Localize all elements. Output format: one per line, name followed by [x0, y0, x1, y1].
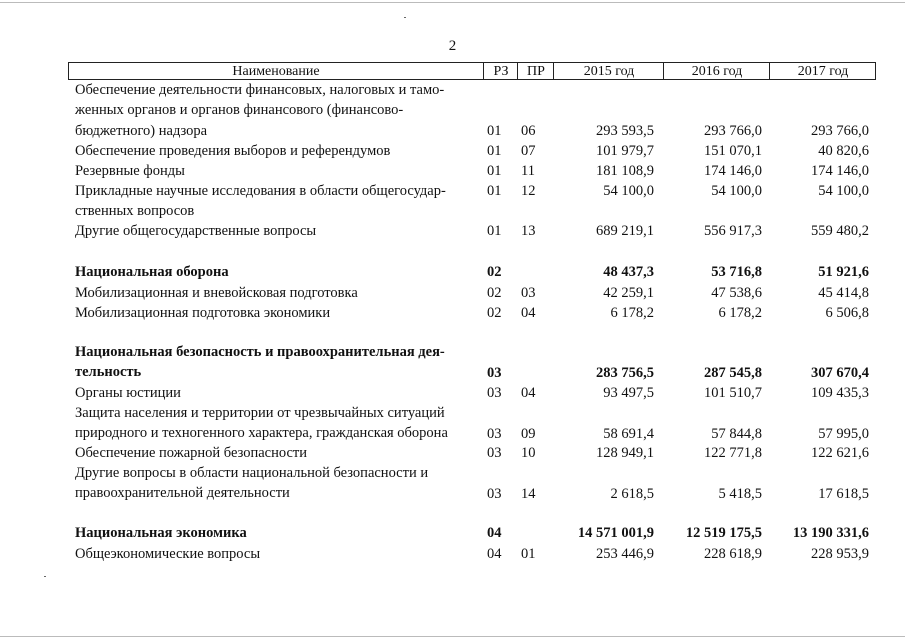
header-2016: 2016 год	[663, 63, 770, 79]
row-pr: 03	[521, 285, 536, 302]
row-pr: 12	[521, 183, 536, 199]
row-2015: 101 979,7	[596, 143, 654, 160]
row-2015: 689 219,1	[596, 223, 654, 240]
table-row	[0, 161, 905, 181]
header-2015: 2015 год	[553, 63, 664, 79]
row-2015: 42 259,1	[603, 285, 654, 302]
row-2015: 283 756,5	[596, 364, 654, 381]
table-row	[0, 80, 905, 141]
row-2015: 253 446,9	[596, 546, 654, 563]
table-row	[0, 262, 905, 282]
table-row	[0, 463, 905, 504]
table-row	[0, 443, 905, 463]
table-row	[0, 544, 905, 564]
row-2017: 45 414,8	[818, 285, 869, 302]
row-2015: 48 437,3	[603, 264, 654, 281]
row-rz: 01	[487, 223, 502, 240]
row-2016: 57 844,8	[711, 425, 762, 442]
row-2017: 122 621,6	[811, 445, 869, 462]
row-rz: 03	[487, 485, 502, 502]
row-rz: 01	[487, 163, 502, 180]
row-name: Национальная безопасность и правоохранительная дея- тельность	[75, 344, 445, 381]
header-2017: 2017 год	[769, 63, 876, 79]
row-pr: 09	[521, 425, 536, 442]
row-rz: 02	[487, 285, 502, 302]
page-number: 2	[448, 38, 457, 54]
row-name: Мобилизационная подготовка экономики	[75, 305, 331, 321]
row-2016: 151 070,1	[704, 143, 762, 160]
row-2016: 228 618,9	[704, 546, 762, 563]
row-2017: 17 618,5	[818, 485, 869, 502]
row-2015: 93 497,5	[603, 385, 654, 402]
row-2016: 174 146,0	[704, 163, 762, 180]
row-pr: 14	[521, 485, 536, 502]
table-row	[0, 283, 905, 303]
row-name: Мобилизационная и вневойсковая подготовка	[75, 285, 358, 301]
row-pr: 04	[521, 385, 536, 402]
row-name: Прикладные научные исследования в области общегосудар- ственных вопросов	[75, 183, 446, 220]
row-2016: 54 100,0	[711, 183, 762, 199]
row-2016: 53 716,8	[711, 264, 762, 281]
row-rz: 01	[487, 143, 502, 160]
row-2016: 6 178,2	[718, 305, 762, 322]
row-2017: 293 766,0	[811, 122, 869, 139]
row-name: Резервные фонды	[75, 163, 185, 179]
row-name: Национальная экономика	[75, 525, 247, 541]
row-2016: 122 771,8	[704, 445, 762, 462]
row-2015: 293 593,5	[596, 122, 654, 139]
row-2017: 51 921,6	[818, 264, 869, 281]
table-row	[0, 141, 905, 161]
row-2017: 13 190 331,6	[792, 525, 869, 542]
row-rz: 04	[487, 525, 502, 542]
row-name: Защита населения и территории от чрезвычайных ситуаций природного и техногенного характера, гражданская оборона	[75, 405, 448, 442]
row-2015: 6 178,2	[610, 305, 654, 322]
row-rz: 03	[487, 364, 502, 381]
row-2017: 54 100,0	[818, 183, 869, 199]
row-2017: 57 995,0	[818, 425, 869, 442]
table-row	[0, 383, 905, 403]
row-name: Органы юстиции	[75, 385, 181, 401]
table-row	[0, 221, 905, 241]
row-2016: 287 545,8	[704, 364, 762, 381]
row-pr: 06	[521, 122, 536, 139]
table-row	[0, 303, 905, 323]
row-2016: 12 519 175,5	[685, 525, 762, 542]
row-2015: 58 691,4	[603, 425, 654, 442]
row-2015: 128 949,1	[596, 445, 654, 462]
row-name: Другие общегосударственные вопросы	[75, 223, 317, 239]
row-rz: 03	[487, 425, 502, 442]
row-2017: 228 953,9	[811, 546, 869, 563]
row-2015: 181 108,9	[596, 163, 654, 180]
row-2016: 101 510,7	[704, 385, 762, 402]
table-row	[0, 523, 905, 543]
row-pr: 10	[521, 445, 536, 462]
row-rz: 04	[487, 546, 502, 563]
row-rz: 01	[487, 122, 502, 139]
table-row	[0, 342, 905, 383]
row-pr: 13	[521, 223, 536, 240]
header-rz: РЗ	[483, 63, 518, 79]
row-2015: 2 618,5	[610, 485, 654, 502]
row-2016: 293 766,0	[704, 122, 762, 139]
table-row	[0, 403, 905, 444]
row-pr: 01	[521, 546, 536, 563]
row-name: Обеспечение пожарной безопасности	[75, 445, 308, 461]
row-2017: 559 480,2	[811, 223, 869, 240]
header-pr: ПР	[517, 63, 554, 79]
row-rz: 01	[487, 183, 502, 199]
row-rz: 03	[487, 385, 502, 402]
row-name: Обеспечение деятельности финансовых, налоговых и тамо- женных органов и органов финансового (финансово- бюджетного) надзора	[75, 82, 445, 139]
row-2016: 47 538,6	[711, 285, 762, 302]
row-rz: 02	[487, 264, 502, 281]
row-2017: 109 435,3	[811, 385, 869, 402]
row-2017: 174 146,0	[811, 163, 869, 180]
row-2017: 40 820,6	[818, 143, 869, 160]
row-rz: 02	[487, 305, 502, 322]
row-2017: 307 670,4	[811, 364, 869, 381]
row-2015: 54 100,0	[603, 183, 654, 199]
row-2016: 5 418,5	[718, 485, 762, 502]
row-2016: 556 917,3	[704, 223, 762, 240]
row-2017: 6 506,8	[825, 305, 869, 322]
row-name: Общеэкономические вопросы	[75, 546, 261, 562]
row-pr: 04	[521, 305, 536, 322]
row-name: Обеспечение проведения выборов и референдумов	[75, 143, 391, 159]
header-name: Наименование	[232, 64, 320, 79]
row-rz: 03	[487, 445, 502, 462]
row-pr: 07	[521, 143, 536, 160]
row-pr: 11	[521, 163, 535, 180]
row-name: Национальная оборона	[75, 264, 229, 280]
row-2015: 14 571 001,9	[577, 525, 654, 542]
table-row	[0, 181, 905, 222]
row-name: Другие вопросы в области национальной безопасности и правоохранительной деятельности	[75, 465, 429, 502]
